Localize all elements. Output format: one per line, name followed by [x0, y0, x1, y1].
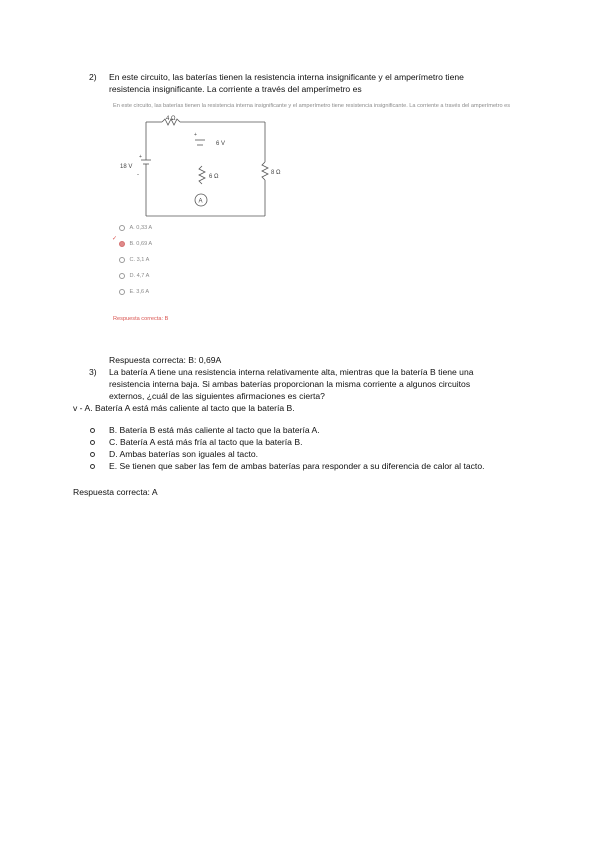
check-icon: ✓: [112, 236, 118, 242]
q2-text-line1: En este circuito, las baterías tienen la resistencia interna insignificante y el amperímetro tiene: [109, 72, 464, 82]
radio-b[interactable]: [119, 241, 125, 247]
option-a-label: A. 0,33 A: [129, 224, 153, 231]
q3-text-line2: resistencia interna baja. Si ambas baterías proporcionan la misma corriente a algunos circuitos: [109, 379, 471, 389]
label-r-top: 4 Ω: [166, 116, 176, 122]
bullet-e: [90, 464, 95, 469]
q3-number: 3): [89, 367, 97, 377]
q3-option-d: D. Ambas baterías son iguales al tacto.: [109, 449, 259, 459]
option-e-label: E. 3,6 A: [129, 288, 150, 295]
bullet-c: [90, 440, 95, 445]
label-r-mid: 6 Ω: [209, 174, 219, 180]
bullet-b: [90, 428, 95, 433]
option-c-label: C. 3,1 A: [129, 256, 150, 263]
q3-option-c: C. Batería A está más fría al tacto que la batería B.: [109, 437, 303, 447]
q2-number: 2): [89, 72, 97, 82]
option-e[interactable]: [119, 283, 149, 301]
label-battery-left: 18 V: [120, 164, 133, 170]
q3-text-line1: La batería A tiene una resistencia interna relativamente alta, mientras que la batería B tiene una: [109, 367, 474, 377]
radio-d[interactable]: [119, 273, 125, 279]
q3-option-e: E. Se tienen que saber las fem de ambas baterías para responder a su diferencia de calor al tacto.: [109, 461, 485, 471]
q3-text-line3: externos, ¿cuál de las siguientes afirmaciones es cierta?: [109, 391, 325, 401]
label-left-plus: +: [139, 154, 142, 160]
label-ammeter: A: [198, 198, 203, 205]
embedded-correct-answer: Respuesta correcta: B: [113, 316, 169, 322]
radio-a[interactable]: [119, 225, 125, 231]
q3-answer: Respuesta correcta: A: [73, 487, 158, 497]
bullet-d: [90, 452, 95, 457]
q3-option-b: B. Batería B está más caliente al tacto que la batería A.: [109, 425, 320, 435]
label-left-minus: -: [137, 172, 139, 178]
q2-text-line2: resistencia insignificante. La corriente a través del amperímetro es: [109, 84, 362, 94]
option-b-label: B. 0,69 A: [129, 240, 153, 247]
label-mid-plus: +: [194, 132, 197, 138]
radio-e[interactable]: [119, 289, 125, 295]
embedded-question-text: En este circuito, las baterías tienen la resistencia interna insignificante y el amperímetro tiene resistencia insignificante. La corriente a través del amperímetro es: [113, 103, 511, 109]
circuit-diagram: [110, 112, 300, 220]
q3-correct-option: v - A. Batería A está más caliente al tacto que la batería B.: [73, 403, 295, 413]
radio-c[interactable]: [119, 257, 125, 263]
q2-answer: Respuesta correcta: B: 0,69A: [109, 355, 222, 365]
resistor-6ohm-zigzag: [199, 166, 205, 184]
label-battery-mid: 6 V: [216, 141, 226, 147]
label-r-right: 8 Ω: [271, 170, 281, 176]
resistor-8ohm-zigzag: [262, 162, 268, 180]
option-d-label: D. 4,7 A: [129, 272, 150, 279]
